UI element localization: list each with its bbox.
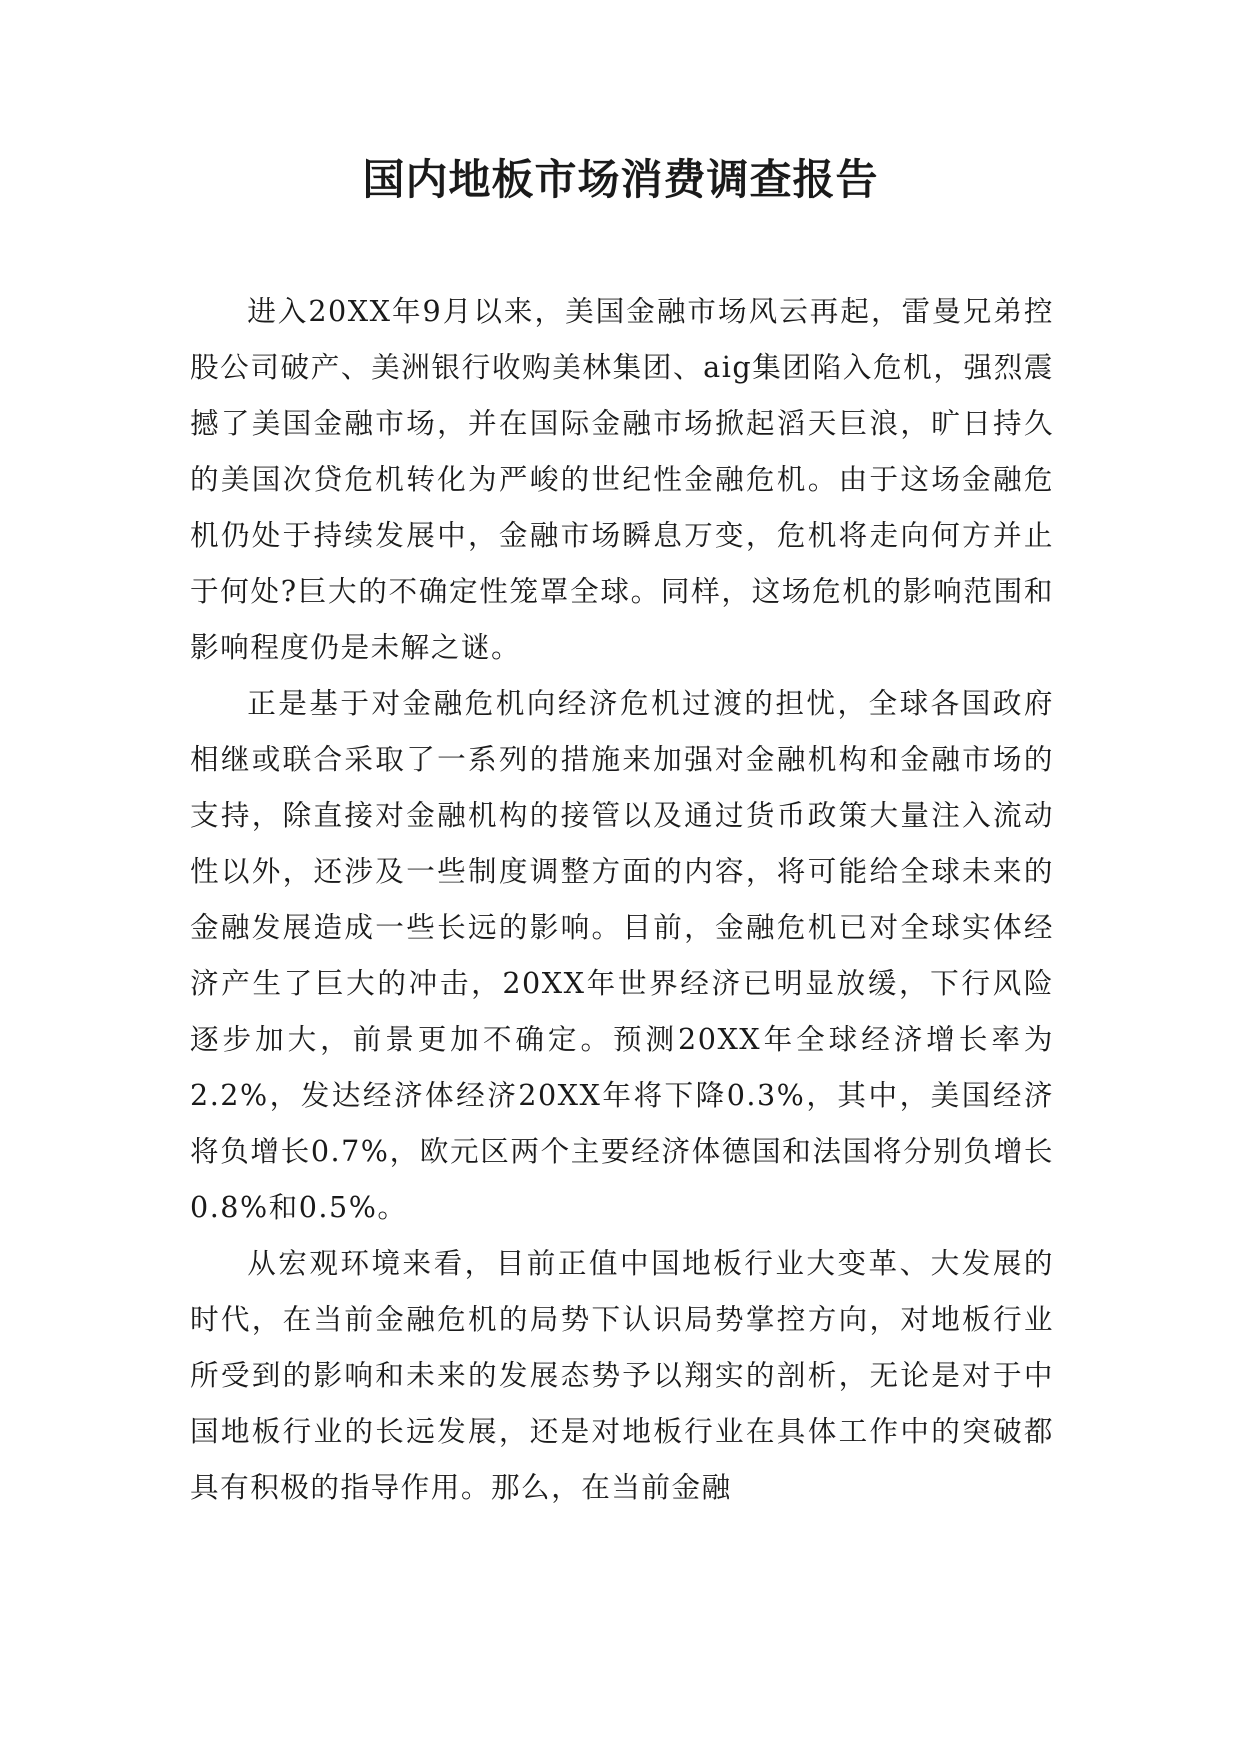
document-title: 国内地板市场消费调查报告 <box>362 155 879 204</box>
paragraph-1: 进入20XX年9月以来，美国金融市场风云再起，雷曼兄弟控股公司破产、美洲银行收购美林集团、aig集团陷入危机，强烈震撼了美国金融市场，并在国际金融市场掀起滔天巨浪，旷日持久的美国次贷危机转化为严峻的世纪性金融危机。由于这场金融危机仍处于持续发展中，金融市场瞬息万变，危机将走向何方并止于何处?巨大的不确定性笼罩全球。同样，这场危机的影响范围和影响程度仍是未解之谜。 <box>190 294 1054 664</box>
paragraph-2: 正是基于对金融危机向经济危机过渡的担忧，全球各国政府相继或联合采取了一系列的措施来加强对金融机构和金融市场的支持，除直接对金融机构的接管以及通过货币政策大量注入流动性以外，还涉及一些制度调整方面的内容，将可能给全球未来的金融发展造成一些长远的影响。目前，金融危机已对全球实体经济产生了巨大的冲击，20XX年世界经济已明显放缓，下行风险逐步加大，前景更加不确定。预测20XX年全球经济增长率为2.2%，发达经济体经济20XX年将下降0.3%，其中，美国经济将负增长0.7%，欧元区两个主要经济体德国和法国将分别负增长0.8%和0.5%。 <box>190 686 1054 1224</box>
paragraph-3: 从宏观环境来看，目前正值中国地板行业大变革、大发展的时代，在当前金融危机的局势下认识局势掌控方向，对地板行业所受到的影响和未来的发展态势予以翔实的剖析，无论是对于中国地板行业的长远发展，还是对地板行业在具体工作中的突破都具有积极的指导作用。那么，在当前金融 <box>190 1246 1054 1504</box>
document-body <box>190 283 1054 1515</box>
